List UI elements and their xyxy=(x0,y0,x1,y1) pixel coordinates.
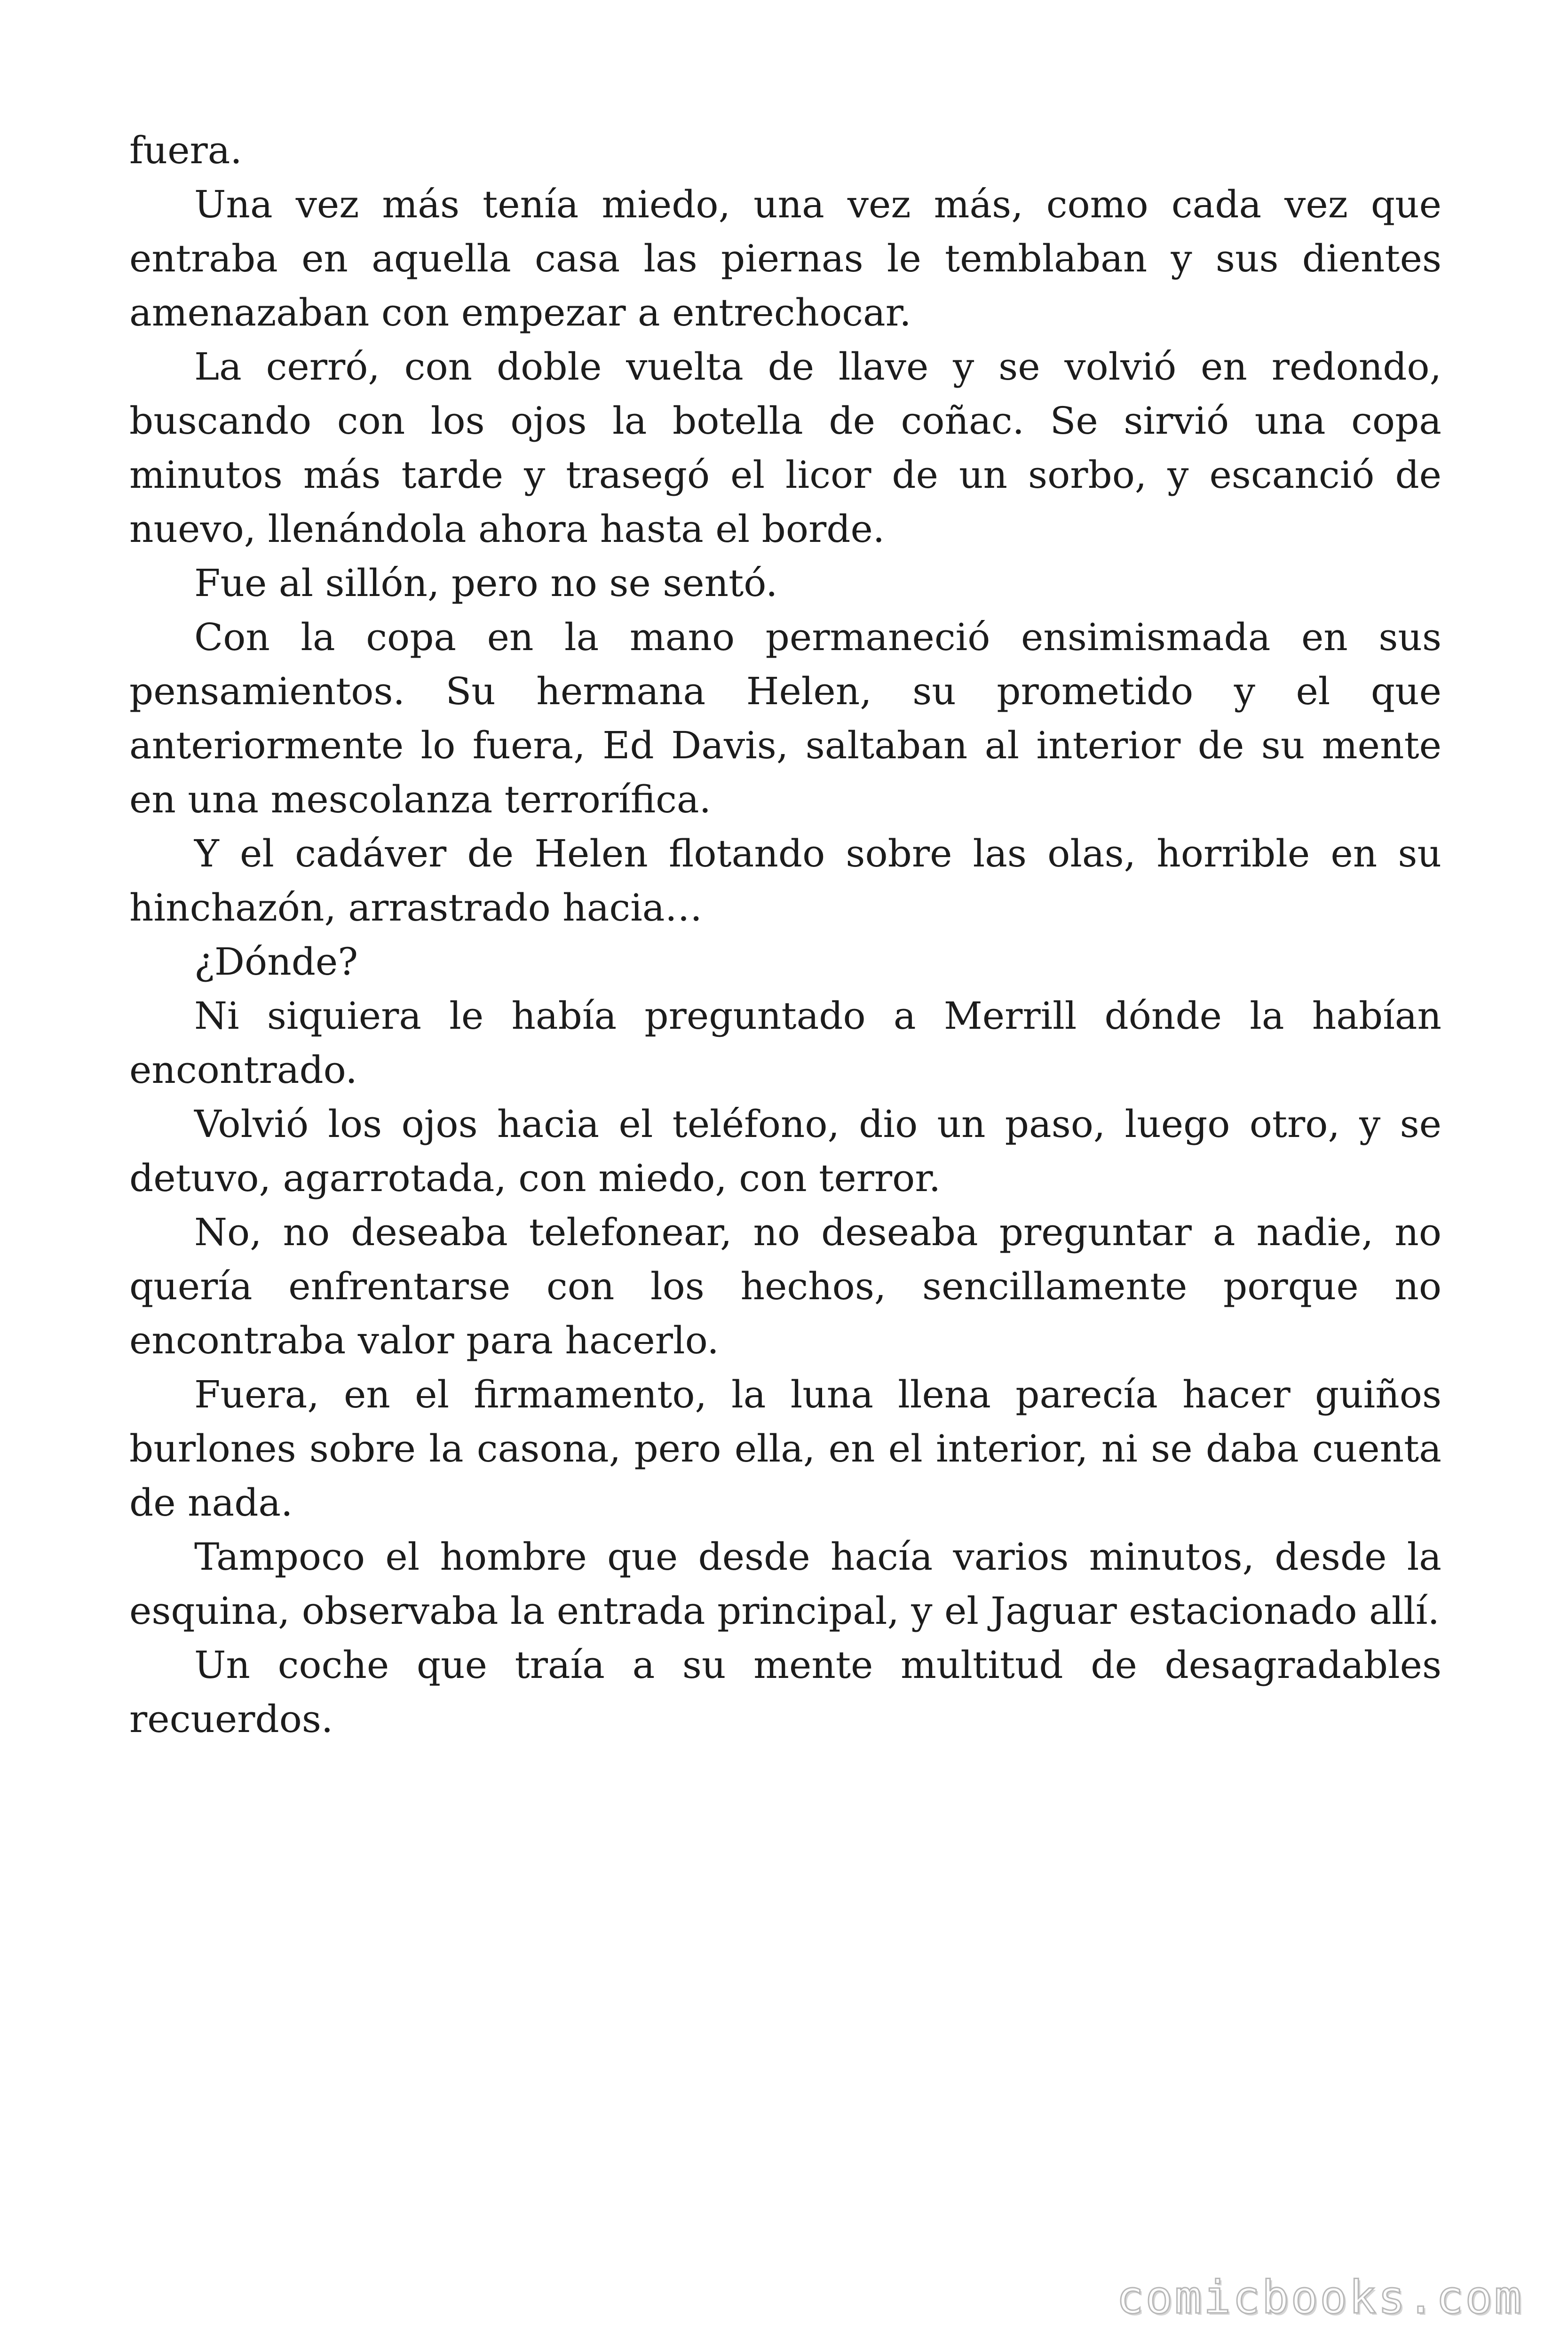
paragraph: Ni siquiera le había preguntado a Merrill dónde la habían encontrado. xyxy=(129,994,1441,1092)
watermark: comicbooks.com xyxy=(1116,2271,1523,2324)
paragraph: No, no deseaba telefonear, no deseaba preguntar a nadie, no quería enfrentarse con los hechos, sencillamente porque no encontraba valor para hacerlo. xyxy=(129,1210,1441,1362)
paragraph: Un coche que traía a su mente multitud de desagradables recuerdos. xyxy=(129,1643,1441,1741)
paragraph: Una vez más tenía miedo, una vez más, como cada vez que entraba en aquella casa las piernas le temblaban y sus dientes amenazaban con empezar a entrechocar. xyxy=(129,183,1441,334)
paragraph: Fuera, en el firmamento, la luna llena parecía hacer guiños burlones sobre la casona, pero ella, en el interior, ni se daba cuenta de nada. xyxy=(129,1373,1441,1525)
body-text xyxy=(129,123,1441,1746)
paragraph: ¿Dónde? xyxy=(194,940,358,984)
paragraph: Con la copa en la mano permaneció ensimismada en sus pensamientos. Su hermana Helen, su prometido y el que anteriormente lo fuera, Ed Davis, saltaban al interior de su mente en una mescolanza terrorífica. xyxy=(129,615,1441,821)
paragraph: Tampoco el hombre que desde hacía varios minutos, desde la esquina, observaba la entrada principal, y el Jaguar estacionado allí. xyxy=(129,1535,1441,1633)
paragraph: Fue al sillón, pero no se sentó. xyxy=(194,561,778,605)
paragraph: Volvió los ojos hacia el teléfono, dio un paso, luego otro, y se detuvo, agarrotada, con miedo, con terror. xyxy=(129,1102,1441,1200)
paragraph-continuation: fuera. xyxy=(129,128,242,172)
paragraph: La cerró, con doble vuelta de llave y se volvió en redondo, buscando con los ojos la botella de coñac. Se sirvió una copa minutos más tarde y trasegó el licor de un sorbo, y escanció de nuevo, llenándola ahora hasta el borde. xyxy=(129,345,1441,551)
paragraph: Y el cadáver de Helen flotando sobre las olas, horrible en su hinchazón, arrastrado hacia… xyxy=(129,832,1441,930)
